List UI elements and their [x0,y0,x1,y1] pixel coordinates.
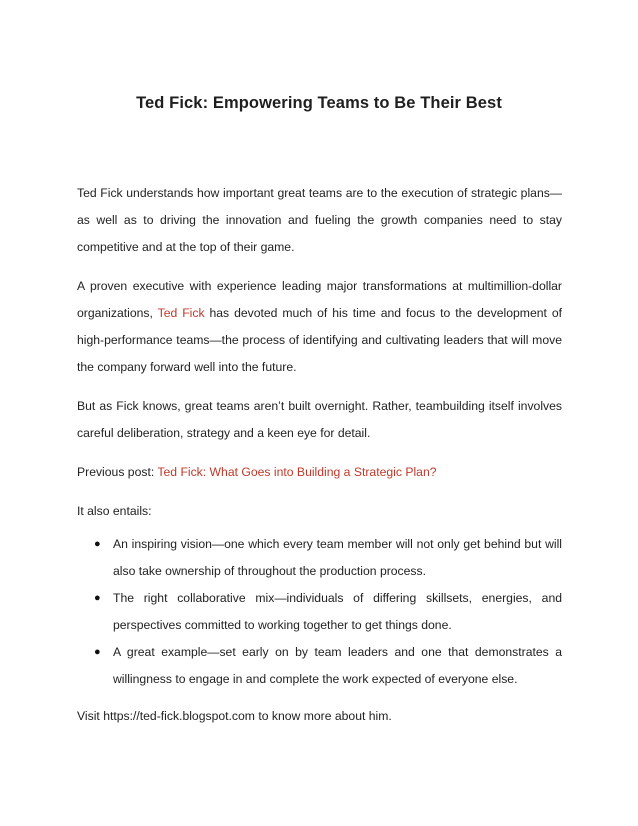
list-item-text: An inspiring vision—one which every team member will not only get behind but will also take ownership of throughout the production process. [113,537,562,578]
paragraph-teambuilding: But as Fick knows, great teams aren’t built overnight. Rather, teambuilding itself involves careful deliberation, strategy and a keen eye for detail. [77,399,562,440]
list-item [94,585,562,639]
page-title: Ted Fick: Empowering Teams to Be Their Best [136,94,502,112]
closing-paragraph: Visit https://ted-fick.blogspot.com to know more about him. [77,709,392,723]
list-item [94,639,562,693]
bullet-list [77,531,562,693]
bullet-icon: ● [94,646,101,658]
list-item-text: A great example—set early on by team leaders and one that demonstrates a willingness to engage in and complete the work expected of everyone else. [113,645,562,686]
bullet-icon: ● [94,592,101,604]
previous-post [77,459,562,486]
previous-post-label: Previous post: [77,465,158,479]
previous-post-link[interactable]: Ted Fick: What Goes into Building a Strategic Plan? [157,465,437,479]
bullet-icon: ● [94,538,101,550]
paragraph-experience-text-end: has devoted much of his time and focus to the development of high-performance teams—the process of identifying and cultivating leaders that will move the company forward well into the future. [77,306,563,374]
paragraph-experience [77,273,562,381]
paragraph-intro: Ted Fick understands how important great teams are to the execution of strategic plans—as well as to driving the innovation and fueling the growth companies need to stay competitive and at the top of their game. [77,186,562,254]
list-item [94,531,562,585]
list-item-text: The right collaborative mix—individuals of differing skillsets, energies, and perspectives committed to working together to get things done. [113,591,562,632]
paragraph-experience-text-start: A proven executive with experience leading major transformations at multimillion-dollar organizations, [77,279,562,320]
article-body [77,180,562,742]
ted-fick-link[interactable]: Ted Fick [157,306,205,320]
paragraph-entails: It also entails: [77,504,152,518]
